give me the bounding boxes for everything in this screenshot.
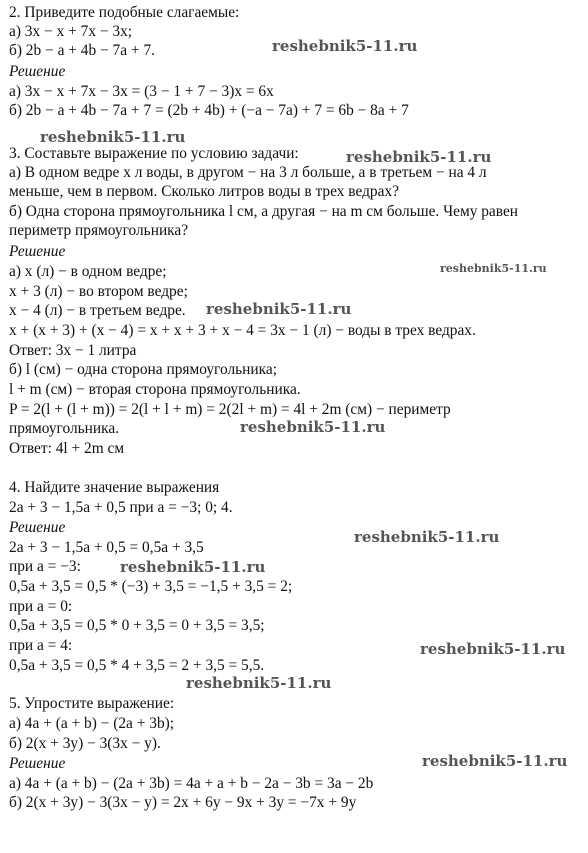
task3-item-a-line2: меньше, чем в первом. Сколько литров воды в трех ведрах? bbox=[9, 183, 399, 200]
task3-answer-b: Ответ: 4l + 2m см bbox=[9, 440, 125, 457]
task2-item-b: б) 2b − a + 4b − 7a + 7. bbox=[9, 42, 155, 59]
task5-item-b: б) 2(x + 3y) − 3(3x − y). bbox=[9, 735, 161, 752]
task3-item-a-line1: а) В одном ведре x л воды, в другом − на 3 л больше, а в третьем − на 4 л bbox=[9, 164, 487, 181]
task2-item-a: а) 3x − x + 7x − 3x; bbox=[9, 23, 133, 40]
task3-title: 3. Составьте выражение по условию задачи: bbox=[9, 145, 299, 162]
task2-solution-a: а) 3x − x + 7x − 3x = (3 − 1 + 7 − 3)x = 6x bbox=[9, 83, 274, 100]
task4-simplify: 2a + 3 − 1,5a + 0,5 = 0,5a + 3,5 bbox=[9, 539, 204, 556]
task3-item-b-line2: периметр прямоугольника? bbox=[9, 222, 189, 239]
task4-case1-label: при a = −3: bbox=[9, 558, 81, 575]
task4-case1: 0,5a + 3,5 = 0,5 * (−3) + 3,5 = −1,5 + 3,5 = 2; bbox=[9, 578, 293, 595]
task3-solution-label: Решение bbox=[9, 243, 66, 260]
task2-solution-label: Решение bbox=[9, 63, 66, 80]
task3-solution-b4: прямоугольника. bbox=[9, 420, 120, 437]
task3-solution-a2: x + 3 (л) − во втором ведре; bbox=[9, 283, 188, 300]
task4-expression: 2a + 3 − 1,5a + 0,5 при a = −3; 0; 4. bbox=[9, 499, 233, 516]
watermark: reshebnik5-11.ru bbox=[420, 640, 566, 658]
task3-solution-b3: P = 2(l + (l + m)) = 2(l + l + m) = 2(2l + m) = 4l + 2m (см) − периметр bbox=[9, 401, 451, 418]
task5-solution-a: а) 4a + (a + b) − (2a + 3b) = 4a + a + b − 2a − 3b = 3a − 2b bbox=[9, 775, 374, 792]
watermark: reshebnik5-11.ru bbox=[354, 528, 500, 546]
watermark: reshebnik5-11.ru bbox=[186, 674, 332, 692]
watermark: reshebnik5-11.ru bbox=[120, 558, 266, 576]
task4-case2: 0,5a + 3,5 = 0,5 * 0 + 3,5 = 0 + 3,5 = 3,5; bbox=[9, 617, 265, 634]
task3-solution-a4: x + (x + 3) + (x − 4) = x + x + 3 + x − 4 = 3x − 1 (л) − воды в трех ведрах. bbox=[9, 322, 476, 339]
task5-solution-label: Решение bbox=[9, 755, 66, 772]
task3-solution-b2: l + m (см) − вторая сторона прямоугольника. bbox=[9, 381, 301, 398]
task5-solution-b: б) 2(x + 3y) − 3(3x − y) = 2x + 6y − 9x + 3y = −7x + 9y bbox=[9, 794, 357, 811]
watermark: reshebnik5-11.ru bbox=[272, 37, 418, 55]
task3-solution-b1: б) l (см) − одна сторона прямоугольника; bbox=[9, 361, 277, 378]
task2-solution-b: б) 2b − a + 4b − 7a + 7 = (2b + 4b) + (−a − 7a) + 7 = 6b − 8a + 7 bbox=[9, 102, 409, 119]
task4-case3-label: при a = 4: bbox=[9, 637, 73, 654]
task2-title: 2. Приведите подобные слагаемые: bbox=[9, 4, 240, 21]
task4-case2-label: при a = 0: bbox=[9, 598, 73, 615]
task3-item-b-line1: б) Одна сторона прямоугольника l см, а другая − на m см больше. Чему равен bbox=[9, 203, 519, 220]
task4-solution-label: Решение bbox=[9, 519, 66, 536]
task4-case3: 0,5a + 3,5 = 0,5 * 4 + 3,5 = 2 + 3,5 = 5,5. bbox=[9, 657, 265, 674]
task3-solution-a3: x − 4 (л) − в третьем ведре. bbox=[9, 302, 186, 319]
task4-title: 4. Найдите значение выражения bbox=[9, 479, 220, 496]
watermark: reshebnik5-11.ru bbox=[422, 752, 568, 770]
watermark: reshebnik5-11.ru bbox=[440, 262, 547, 275]
task5-item-a: а) 4a + (a + b) − (2a + 3b); bbox=[9, 715, 175, 732]
watermark: reshebnik5-11.ru bbox=[346, 148, 492, 166]
watermark: reshebnik5-11.ru bbox=[40, 128, 186, 146]
watermark: reshebnik5-11.ru bbox=[206, 300, 352, 318]
watermark: reshebnik5-11.ru bbox=[240, 418, 386, 436]
task5-title: 5. Упростите выражение: bbox=[9, 695, 175, 712]
task3-answer-a: Ответ: 3x − 1 литра bbox=[9, 342, 137, 359]
task3-solution-a1: а) x (л) − в одном ведре; bbox=[9, 263, 167, 280]
